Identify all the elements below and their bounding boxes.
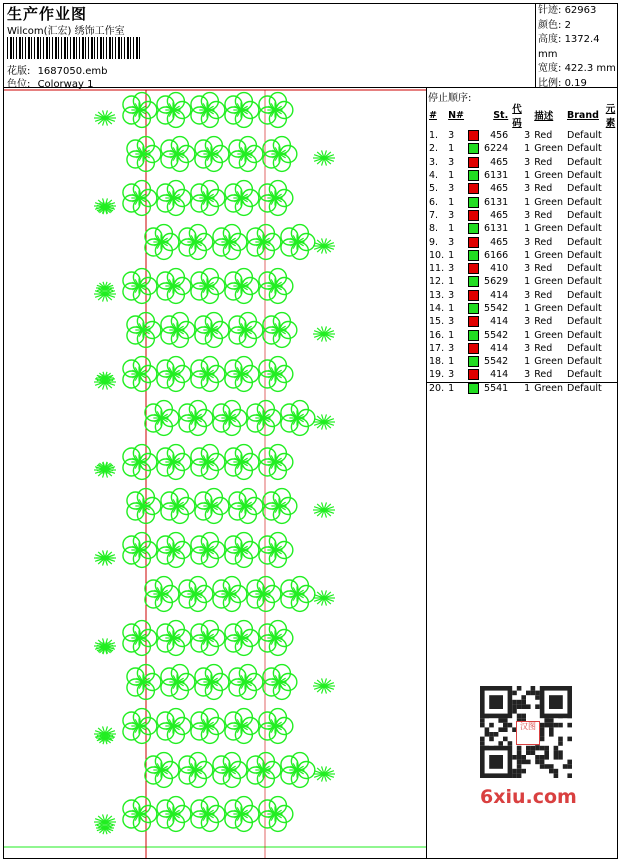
page-title: 生产作业图 (7, 5, 88, 23)
color-swatch (466, 129, 482, 142)
row-code: 3 (524, 209, 531, 221)
color-swatch-box (468, 143, 479, 154)
row-index: 8. (429, 223, 439, 235)
studio-subtitle: Wilcom(汇宏) 绣饰工作室 (7, 26, 125, 37)
row-stitches: 465 (490, 183, 509, 195)
row-index: 10. (429, 249, 445, 261)
row-description: Red (534, 183, 553, 195)
row-index: 18. (429, 356, 445, 368)
stat-height: 高度: 1372.4 mm (538, 34, 600, 60)
row-brand: Default (567, 289, 602, 301)
color-swatch-box (468, 223, 479, 234)
color-swatch (466, 235, 482, 248)
row-brand: Default (567, 249, 602, 261)
row-code: 3 (524, 369, 531, 381)
color-swatch (466, 328, 482, 341)
row-index: 7. (429, 209, 439, 221)
row-needle: 1 (448, 382, 455, 394)
sequence-row (427, 182, 620, 195)
row-element (604, 382, 620, 395)
colorway-value: Colorway 1 (37, 79, 94, 90)
row-brand: Default (567, 329, 602, 341)
row-description: Red (534, 130, 553, 142)
row-needle: 3 (448, 156, 455, 168)
row-stitches: 414 (490, 369, 509, 381)
row-index: 20. (429, 382, 445, 394)
row-index: 6. (429, 196, 439, 208)
row-needle: 1 (448, 223, 455, 235)
row-description: Red (534, 263, 553, 275)
color-swatch (466, 156, 482, 169)
row-element (604, 182, 620, 195)
sequence-title: 停止顺序: (428, 93, 472, 104)
sequence-row (427, 235, 620, 248)
stop-sequence-table (427, 101, 620, 395)
color-swatch (466, 289, 482, 302)
row-stitches: 414 (490, 316, 509, 328)
row-brand: Default (567, 156, 602, 168)
row-brand: Default (567, 263, 602, 275)
row-element (604, 262, 620, 275)
row-index: 16. (429, 329, 445, 341)
row-stitches: 6166 (484, 249, 509, 261)
row-code: 3 (524, 316, 531, 328)
color-swatch (466, 222, 482, 235)
sequence-row (427, 249, 620, 262)
watermark-text: 6xiu.com (480, 786, 577, 808)
stats-block (538, 4, 620, 91)
row-brand: Default (567, 236, 602, 248)
color-swatch (466, 315, 482, 328)
sequence-row (427, 222, 620, 235)
row-brand: Default (567, 143, 602, 155)
row-stitches: 5542 (484, 303, 509, 314)
color-swatch (466, 275, 482, 288)
row-needle: 1 (448, 170, 455, 182)
row-index: 1. (429, 130, 439, 142)
row-code: 3 (524, 236, 531, 248)
row-needle: 3 (448, 342, 455, 354)
row-description: Red (534, 289, 553, 301)
row-element (604, 275, 620, 288)
color-swatch (466, 355, 482, 368)
color-swatch (466, 342, 482, 355)
row-code: 3 (524, 289, 531, 301)
row-brand: Default (567, 382, 602, 394)
sequence-row (427, 195, 620, 208)
color-swatch (466, 209, 482, 222)
sequence-row (427, 342, 620, 355)
col-element: 元素 (605, 104, 616, 129)
row-index: 5. (429, 183, 439, 195)
embroidery-preview (4, 88, 426, 858)
barcode (7, 37, 141, 59)
col-stitches: St. (493, 109, 509, 121)
color-swatch-box (468, 197, 479, 208)
row-index: 19. (429, 369, 445, 381)
table-header-row (427, 101, 620, 129)
row-element (604, 129, 620, 142)
row-needle: 3 (448, 236, 455, 248)
row-description: Green (534, 329, 563, 341)
sequence-row (427, 355, 620, 368)
row-code: 1 (524, 223, 531, 235)
sequence-row (427, 302, 620, 315)
row-description: Red (534, 209, 553, 221)
row-element (604, 249, 620, 262)
row-element (604, 328, 620, 341)
color-swatch (466, 302, 482, 315)
row-element (604, 209, 620, 222)
row-element (604, 222, 620, 235)
row-description: Green (534, 196, 563, 208)
row-needle: 3 (448, 289, 455, 301)
row-index: 12. (429, 276, 445, 288)
row-description: Red (534, 369, 553, 381)
row-stitches: 6131 (484, 196, 509, 208)
col-code: 代码 (512, 104, 522, 129)
row-stitches: 456 (490, 130, 509, 142)
row-needle: 1 (448, 329, 455, 341)
color-swatch-box (468, 356, 479, 367)
row-description: Red (534, 156, 553, 168)
row-code: 3 (524, 156, 531, 168)
sequence-row (427, 156, 620, 169)
row-description: Red (534, 342, 553, 354)
row-brand: Default (567, 303, 602, 314)
color-swatch-box (468, 343, 479, 354)
row-element (604, 156, 620, 169)
row-element (604, 195, 620, 208)
row-code: 3 (524, 263, 531, 275)
row-brand: Default (567, 209, 602, 221)
row-needle: 3 (448, 130, 455, 142)
row-brand: Default (567, 316, 602, 328)
sequence-row (427, 262, 620, 275)
row-stitches: 465 (490, 156, 509, 168)
color-swatch-box (468, 263, 479, 274)
row-description: Green (534, 143, 563, 155)
row-description: Green (534, 223, 563, 235)
row-brand: Default (567, 342, 602, 354)
watermark-stamp: 汉图 (516, 721, 540, 745)
row-element (604, 169, 620, 182)
color-swatch-box (468, 383, 479, 394)
col-brand: Brand (567, 109, 599, 121)
row-brand: Default (567, 276, 602, 288)
sequence-row (427, 209, 620, 222)
color-swatch (466, 142, 482, 155)
row-description: Red (534, 316, 553, 328)
design-file-value: 1687050.emb (37, 66, 108, 77)
row-stitches: 465 (490, 236, 509, 248)
color-swatch-box (468, 290, 479, 301)
row-element (604, 355, 620, 368)
row-code: 1 (524, 356, 531, 368)
row-needle: 3 (448, 316, 455, 328)
row-code: 1 (524, 196, 531, 208)
color-swatch-box (468, 303, 479, 314)
row-stitches: 414 (490, 342, 509, 354)
row-code: 1 (524, 170, 531, 182)
color-swatch (466, 169, 482, 182)
sequence-row (427, 275, 620, 288)
col-needle: N# (448, 109, 465, 121)
row-index: 4. (429, 170, 439, 182)
color-swatch (466, 195, 482, 208)
row-stitches: 465 (490, 209, 509, 221)
row-brand: Default (567, 369, 602, 381)
color-swatch-box (468, 330, 479, 341)
row-stitches: 410 (490, 263, 509, 275)
color-swatch-box (468, 157, 479, 168)
row-code: 1 (524, 329, 531, 341)
colorway-label: 色位: (7, 79, 31, 90)
row-stitches: 5629 (484, 276, 509, 288)
sequence-row (427, 289, 620, 302)
stat-colors: 颜色: 2 (538, 19, 571, 31)
row-brand: Default (567, 183, 602, 195)
row-needle: 1 (448, 249, 455, 261)
stat-width: 宽度: 422.3 mm (538, 63, 616, 74)
row-index: 17. (429, 342, 445, 354)
row-needle: 3 (448, 209, 455, 221)
row-description: Green (534, 356, 563, 368)
row-needle: 1 (448, 356, 455, 368)
row-brand: Default (567, 196, 602, 208)
row-index: 3. (429, 156, 439, 168)
row-stitches: 5542 (484, 356, 509, 368)
sequence-row (427, 368, 620, 381)
row-index: 13. (429, 289, 445, 301)
col-description: 描述 (534, 111, 554, 122)
row-description: Red (534, 236, 553, 248)
qr-code (472, 682, 582, 810)
color-swatch (466, 382, 482, 395)
row-stitches: 6131 (484, 223, 509, 235)
row-stitches: 6224 (484, 143, 509, 155)
row-element (604, 289, 620, 302)
row-code: 1 (524, 143, 531, 155)
row-needle: 1 (448, 196, 455, 208)
row-element (604, 302, 620, 315)
row-needle: 1 (448, 303, 455, 314)
row-brand: Default (567, 356, 602, 368)
row-brand: Default (567, 170, 602, 182)
color-swatch (466, 368, 482, 381)
row-needle: 3 (448, 369, 455, 381)
color-swatch-box (468, 369, 479, 380)
row-code: 3 (524, 183, 531, 195)
row-code: 3 (524, 342, 531, 354)
sequence-row (427, 142, 620, 155)
sequence-row (427, 382, 620, 395)
sequence-row (427, 169, 620, 182)
design-file-label: 花版: (7, 66, 31, 77)
color-swatch-box (468, 316, 479, 327)
row-code: 3 (524, 130, 531, 142)
row-index: 9. (429, 236, 439, 248)
stat-stitches: 针迹: 62963 (538, 5, 597, 16)
row-element (604, 315, 620, 328)
sequence-row (427, 129, 620, 142)
color-swatch (466, 262, 482, 275)
col-index: # (429, 109, 437, 121)
row-description: Green (534, 276, 563, 288)
row-code: 1 (524, 382, 531, 394)
sequence-row (427, 315, 620, 328)
row-code: 1 (524, 303, 531, 314)
row-element (604, 368, 620, 381)
row-stitches: 6131 (484, 170, 509, 182)
row-code: 1 (524, 276, 531, 288)
row-element (604, 235, 620, 248)
row-stitches: 5542 (484, 329, 509, 341)
row-description: Green (534, 382, 563, 394)
row-needle: 3 (448, 263, 455, 275)
color-swatch (466, 182, 482, 195)
row-brand: Default (567, 130, 602, 142)
color-swatch-box (468, 237, 479, 248)
color-swatch-box (468, 130, 479, 141)
sequence-row (427, 328, 620, 341)
color-swatch-box (468, 183, 479, 194)
row-needle: 1 (448, 276, 455, 288)
color-swatch-box (468, 170, 479, 181)
row-stitches: 5541 (484, 382, 509, 394)
color-swatch-box (468, 276, 479, 287)
row-stitches: 414 (490, 289, 509, 301)
stat-scale: 比例: 0.19 (538, 77, 587, 89)
row-brand: Default (567, 223, 602, 235)
row-index: 14. (429, 303, 445, 314)
row-element (604, 142, 620, 155)
row-needle: 1 (448, 143, 455, 155)
row-index: 15. (429, 316, 445, 328)
row-code: 1 (524, 249, 531, 261)
color-swatch (466, 249, 482, 262)
row-description: Green (534, 170, 563, 182)
row-needle: 3 (448, 183, 455, 195)
color-swatch-box (468, 250, 479, 261)
row-element (604, 342, 620, 355)
color-swatch-box (468, 210, 479, 221)
row-index: 2. (429, 143, 439, 155)
row-description: Green (534, 249, 563, 261)
row-index: 11. (429, 263, 445, 275)
row-description: Green (534, 303, 563, 314)
